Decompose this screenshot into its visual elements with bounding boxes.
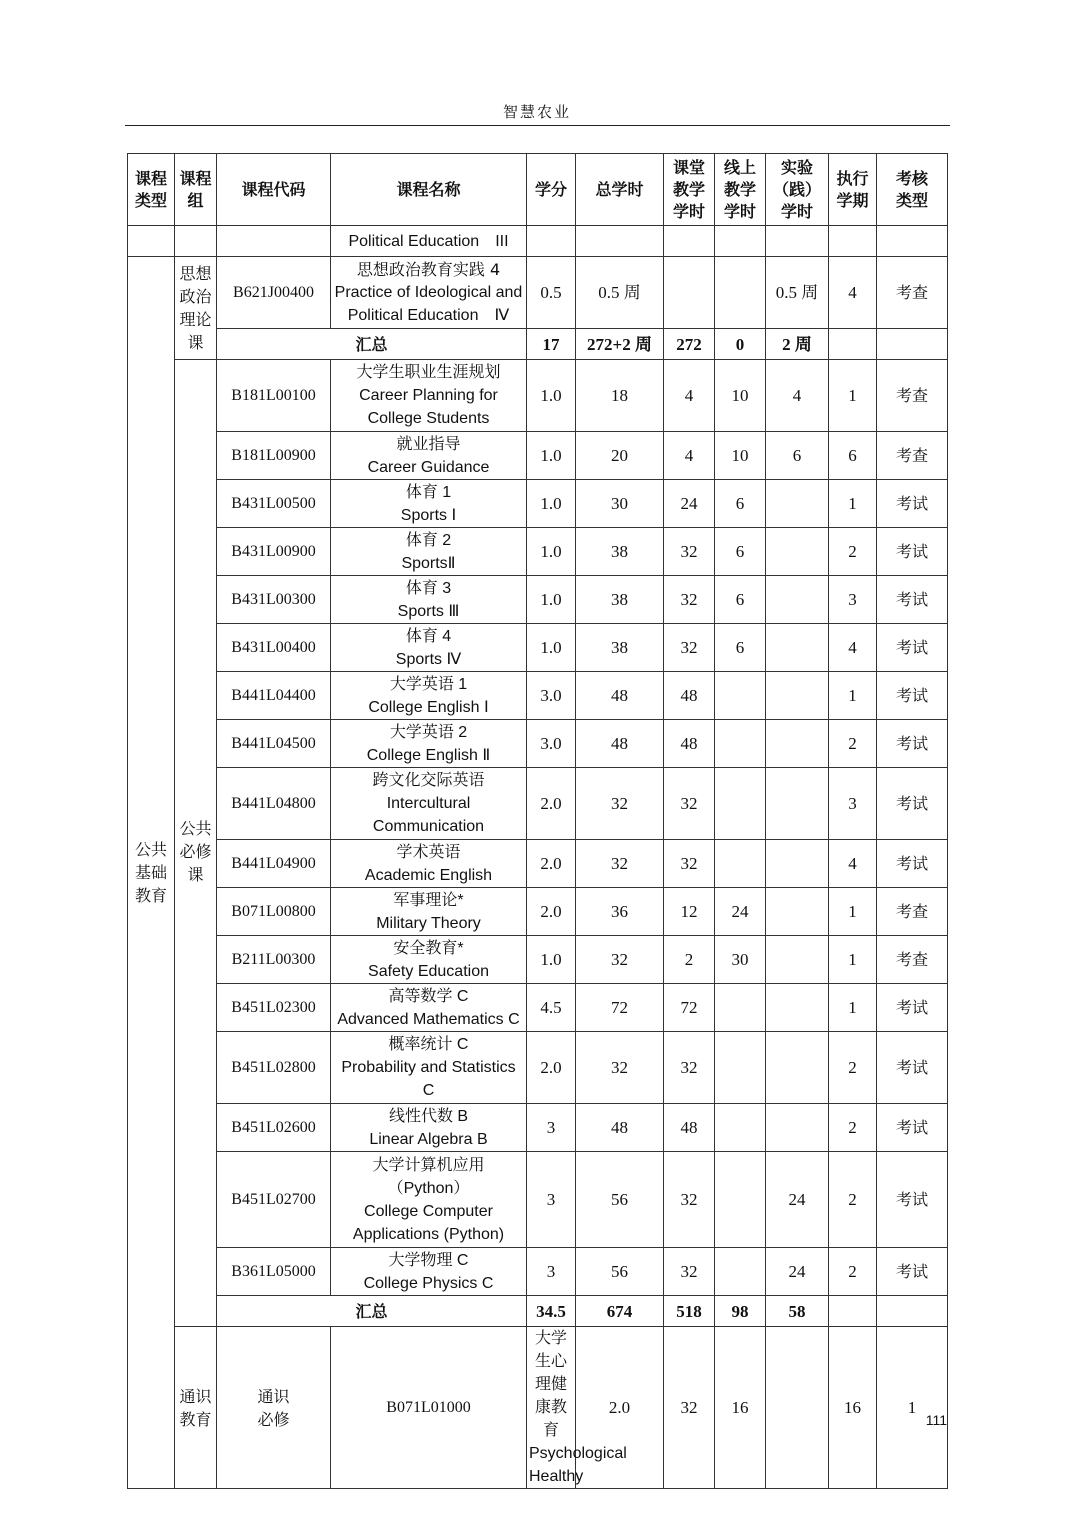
course-semester: 3	[829, 576, 877, 624]
course-code: B441L04400	[217, 672, 331, 720]
course-name: 大学计算机应用 （Python） College Computer Applications (Python)	[331, 1152, 527, 1248]
summary-label: 汇总	[217, 329, 527, 360]
course-total-hours: 38	[576, 624, 664, 672]
course-assessment: 考查	[877, 888, 948, 936]
course-total-hours: 32	[664, 1327, 715, 1489]
course-name: 体育 3 Sports Ⅲ	[331, 576, 527, 624]
course-class-hours: 32	[664, 624, 715, 672]
course-semester: 3	[829, 768, 877, 840]
course-class-hours: 12	[664, 888, 715, 936]
course-online-hours: 30	[715, 936, 766, 984]
table-row	[128, 1327, 948, 1489]
course-table	[127, 153, 948, 1489]
course-total-hours: 32	[576, 1032, 664, 1104]
col-header-total-hours: 总学时	[576, 154, 664, 226]
course-semester: 2	[829, 1032, 877, 1104]
course-credit: 2.0	[527, 1032, 576, 1104]
table-row	[128, 1032, 948, 1104]
course-code: B431L00500	[217, 480, 331, 528]
course-semester: 2	[829, 1152, 877, 1248]
type-label-public-basic: 公共 基础 教育	[128, 257, 175, 1489]
course-class-hours	[664, 257, 715, 329]
course-practice-hours	[766, 576, 829, 624]
course-online-hours	[715, 1032, 766, 1104]
summary-class-hours: 272	[664, 329, 715, 360]
course-assessment: 考试	[877, 528, 948, 576]
course-practice-hours	[766, 984, 829, 1032]
summary-practice-hours: 58	[766, 1296, 829, 1327]
course-online-hours: 10	[715, 432, 766, 480]
course-total-hours: 48	[576, 720, 664, 768]
course-code: B181L00100	[217, 360, 331, 432]
course-name: 学术英语 Academic English	[331, 840, 527, 888]
course-semester: 1	[829, 672, 877, 720]
table-row	[128, 360, 948, 432]
table-row	[128, 888, 948, 936]
course-code: B621J00400	[217, 257, 331, 329]
table-row	[128, 528, 948, 576]
summary-row	[128, 1296, 948, 1327]
course-code: B451L02300	[217, 984, 331, 1032]
type-label-general: 通识 教育	[175, 1327, 217, 1489]
course-semester: 1	[829, 360, 877, 432]
course-code: B181L00900	[217, 432, 331, 480]
course-practice-hours	[766, 888, 829, 936]
course-online-hours	[766, 1327, 829, 1489]
course-practice-hours	[766, 528, 829, 576]
course-total-hours: 38	[576, 528, 664, 576]
course-class-hours: 4	[664, 432, 715, 480]
course-total-hours: 30	[576, 480, 664, 528]
course-name: 思想政治教育实践 4 Practice of Ideological and Political Education Ⅳ	[331, 257, 527, 329]
course-code: B451L02700	[217, 1152, 331, 1248]
course-online-hours	[715, 720, 766, 768]
course-credit: 2.0	[576, 1327, 664, 1489]
course-code: B441L04800	[217, 768, 331, 840]
course-name: 体育 2 SportsⅡ	[331, 528, 527, 576]
col-header-credit: 学分	[527, 154, 576, 226]
course-assessment: 考试	[877, 672, 948, 720]
course-credit: 4.5	[527, 984, 576, 1032]
col-header-assessment: 考核 类型	[877, 154, 948, 226]
course-total-hours: 0.5 周	[576, 257, 664, 329]
course-semester: 4	[829, 257, 877, 329]
course-total-hours: 48	[576, 1104, 664, 1152]
course-name: 体育 4 Sports Ⅳ	[331, 624, 527, 672]
course-semester: 1	[829, 936, 877, 984]
course-credit: 1.0	[527, 480, 576, 528]
course-practice-hours	[766, 840, 829, 888]
course-assessment: 考试	[877, 1104, 948, 1152]
course-semester: 2	[829, 720, 877, 768]
summary-class-hours: 518	[664, 1296, 715, 1327]
course-total-hours: 72	[576, 984, 664, 1032]
course-practice-hours	[766, 720, 829, 768]
course-online-hours	[715, 1248, 766, 1296]
course-assessment: 考试	[877, 576, 948, 624]
course-code: B071L00800	[217, 888, 331, 936]
course-credit: 0.5	[527, 257, 576, 329]
course-class-hours: 16	[715, 1327, 766, 1489]
course-class-hours: 32	[664, 1152, 715, 1248]
table-row	[128, 1104, 948, 1152]
course-online-hours	[715, 840, 766, 888]
course-code: B361L05000	[217, 1248, 331, 1296]
course-practice-hours	[766, 1104, 829, 1152]
course-practice-hours: 6	[766, 432, 829, 480]
course-total-hours: 18	[576, 360, 664, 432]
course-code: B071L01000	[331, 1327, 527, 1489]
course-online-hours	[715, 1104, 766, 1152]
summary-row	[128, 329, 948, 360]
course-semester: 2	[829, 1248, 877, 1296]
summary-total-hours: 674	[576, 1296, 664, 1327]
course-class-hours: 48	[664, 720, 715, 768]
table-row	[128, 624, 948, 672]
table-row	[128, 1248, 948, 1296]
course-name: 安全教育* Safety Education	[331, 936, 527, 984]
course-assessment: 考查	[877, 432, 948, 480]
table-row	[128, 720, 948, 768]
table-row	[128, 936, 948, 984]
course-total-hours: 36	[576, 888, 664, 936]
table-row	[128, 576, 948, 624]
course-name-continued: Political Education III	[331, 226, 527, 257]
col-header-class-hours: 课堂 教学 学时	[664, 154, 715, 226]
course-assessment: 考试	[877, 1152, 948, 1248]
course-credit: 1.0	[527, 360, 576, 432]
col-header-practice-hours: 实验 （践） 学时	[766, 154, 829, 226]
course-class-hours: 48	[664, 1104, 715, 1152]
course-assessment: 考试	[877, 1032, 948, 1104]
course-class-hours: 48	[664, 672, 715, 720]
col-header-name: 课程名称	[331, 154, 527, 226]
course-credit: 1.0	[527, 528, 576, 576]
table-row	[128, 768, 948, 840]
course-assessment: 考试	[877, 480, 948, 528]
course-total-hours: 32	[576, 840, 664, 888]
course-credit: 2.0	[527, 768, 576, 840]
course-name: 体育 1 Sports Ⅰ	[331, 480, 527, 528]
course-semester: 1	[829, 888, 877, 936]
course-credit: 3.0	[527, 720, 576, 768]
course-online-hours	[715, 672, 766, 720]
col-header-type: 课程 类型	[128, 154, 175, 226]
course-total-hours: 56	[576, 1248, 664, 1296]
course-name: 高等数学 C Advanced Mathematics C	[331, 984, 527, 1032]
course-practice-hours: 0.5 周	[766, 257, 829, 329]
course-credit: 3	[527, 1248, 576, 1296]
course-total-hours: 32	[576, 936, 664, 984]
course-class-hours: 32	[664, 1248, 715, 1296]
group-label-public-required: 公共 必修 课	[175, 360, 217, 1327]
course-semester: 1	[877, 1327, 948, 1489]
course-name: 线性代数 B Linear Algebra B	[331, 1104, 527, 1152]
course-credit: 2.0	[527, 888, 576, 936]
course-assessment: 考试	[877, 768, 948, 840]
course-online-hours: 6	[715, 480, 766, 528]
course-total-hours: 56	[576, 1152, 664, 1248]
col-header-semester: 执行 学期	[829, 154, 877, 226]
course-assessment: 考试	[877, 720, 948, 768]
table-row	[128, 480, 948, 528]
course-total-hours: 38	[576, 576, 664, 624]
course-assessment: 考试	[877, 984, 948, 1032]
continued-row	[128, 226, 948, 257]
course-semester: 4	[829, 840, 877, 888]
course-semester: 2	[829, 1104, 877, 1152]
course-total-hours: 32	[576, 768, 664, 840]
course-practice-hours: 4	[766, 360, 829, 432]
course-practice-hours	[766, 768, 829, 840]
course-total-hours: 20	[576, 432, 664, 480]
course-practice-hours	[766, 480, 829, 528]
course-assessment: 考查	[877, 936, 948, 984]
running-header: 智慧农业	[502, 103, 571, 121]
course-name: 军事理论* Military Theory	[331, 888, 527, 936]
course-credit: 1.0	[527, 432, 576, 480]
course-credit: 3.0	[527, 672, 576, 720]
course-credit: 2.0	[527, 840, 576, 888]
course-class-hours: 32	[664, 576, 715, 624]
course-online-hours: 6	[715, 576, 766, 624]
course-credit: 1.0	[527, 936, 576, 984]
col-header-online-hours: 线上 教学 学时	[715, 154, 766, 226]
course-code: B431L00300	[217, 576, 331, 624]
course-class-hours: 32	[664, 528, 715, 576]
col-header-code: 课程代码	[217, 154, 331, 226]
course-practice-hours	[766, 672, 829, 720]
course-credit: 1.0	[527, 624, 576, 672]
summary-credit: 17	[527, 329, 576, 360]
course-code: B431L00900	[217, 528, 331, 576]
course-name: 大学生职业生涯规划 Career Planning for College Students	[331, 360, 527, 432]
course-credit: 3	[527, 1104, 576, 1152]
course-class-hours: 72	[664, 984, 715, 1032]
course-credit: 3	[527, 1152, 576, 1248]
course-assessment: 考试	[877, 840, 948, 888]
summary-practice-hours: 2 周	[766, 329, 829, 360]
table-header-row	[128, 154, 948, 226]
summary-credit: 34.5	[527, 1296, 576, 1327]
course-name: 大学物理 C College Physics C	[331, 1248, 527, 1296]
course-class-hours: 24	[664, 480, 715, 528]
course-total-hours: 48	[576, 672, 664, 720]
table-row	[128, 432, 948, 480]
course-code: B441L04500	[217, 720, 331, 768]
course-online-hours	[715, 768, 766, 840]
course-assessment: 考试	[877, 624, 948, 672]
table-row	[128, 984, 948, 1032]
course-practice-hours: 16	[829, 1327, 877, 1489]
course-practice-hours: 24	[766, 1152, 829, 1248]
course-online-hours	[715, 984, 766, 1032]
course-online-hours	[715, 1152, 766, 1248]
table-row	[128, 672, 948, 720]
course-name: 概率统计 C Probability and Statistics C	[331, 1032, 527, 1104]
course-name: 跨文化交际英语 Intercultural Communication	[331, 768, 527, 840]
header-rule	[125, 125, 950, 126]
course-code: B431L00400	[217, 624, 331, 672]
course-class-hours: 32	[664, 840, 715, 888]
course-practice-hours	[766, 1032, 829, 1104]
summary-online-hours: 0	[715, 329, 766, 360]
course-class-hours: 32	[664, 768, 715, 840]
course-name: 大学英语 1 College English Ⅰ	[331, 672, 527, 720]
course-code: B451L02800	[217, 1032, 331, 1104]
course-online-hours: 6	[715, 528, 766, 576]
course-assessment: 考试	[877, 1248, 948, 1296]
course-code: B211L00300	[217, 936, 331, 984]
course-code: B441L04900	[217, 840, 331, 888]
course-online-hours: 10	[715, 360, 766, 432]
course-online-hours: 24	[715, 888, 766, 936]
summary-label: 汇总	[217, 1296, 527, 1327]
course-class-hours: 32	[664, 1032, 715, 1104]
course-semester: 6	[829, 432, 877, 480]
course-assessment: 考查	[877, 257, 948, 329]
course-online-hours: 6	[715, 624, 766, 672]
summary-total-hours: 272+2 周	[576, 329, 664, 360]
course-assessment: 考查	[877, 360, 948, 432]
course-practice-hours	[766, 624, 829, 672]
course-semester: 4	[829, 624, 877, 672]
course-name: 大学生心理健康教育 Psychological Healthy	[527, 1327, 576, 1489]
course-practice-hours: 24	[766, 1248, 829, 1296]
page-number: 111	[925, 1412, 947, 1428]
course-semester: 1	[829, 480, 877, 528]
table-row	[128, 257, 948, 329]
course-name: 就业指导 Career Guidance	[331, 432, 527, 480]
course-class-hours: 4	[664, 360, 715, 432]
course-semester: 2	[829, 528, 877, 576]
group-label-ideology: 思想 政治 理论 课	[175, 257, 217, 360]
course-practice-hours	[766, 936, 829, 984]
course-credit: 1.0	[527, 576, 576, 624]
course-semester: 1	[829, 984, 877, 1032]
table-row	[128, 840, 948, 888]
table-row	[128, 1152, 948, 1248]
course-code: B451L02600	[217, 1104, 331, 1152]
course-name: 大学英语 2 College English Ⅱ	[331, 720, 527, 768]
group-label-general: 通识 必修	[217, 1327, 331, 1489]
course-online-hours	[715, 257, 766, 329]
col-header-group: 课程 组	[175, 154, 217, 226]
course-class-hours: 2	[664, 936, 715, 984]
summary-online-hours: 98	[715, 1296, 766, 1327]
